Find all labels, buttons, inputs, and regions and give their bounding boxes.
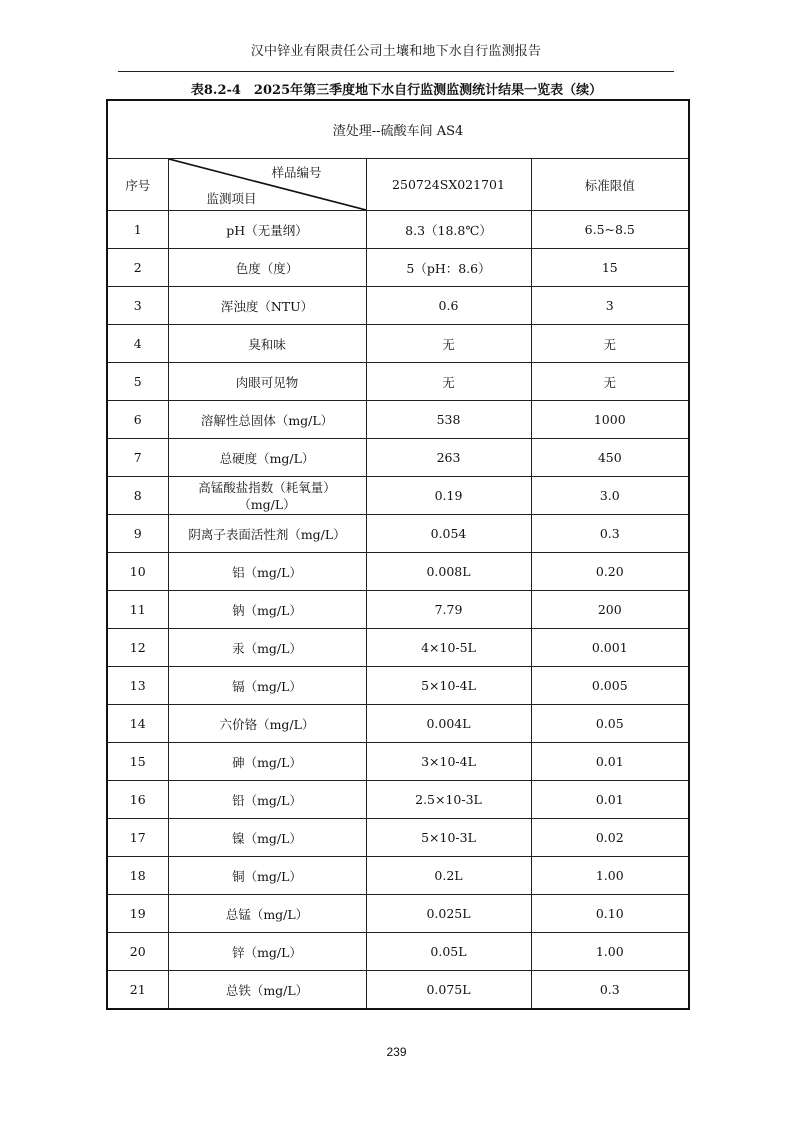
row-limit: 0.3 [531,515,689,553]
row-item: 镍（mg/L） [168,819,366,857]
sample-id-label: 样品编号 [271,165,322,180]
table-row [107,971,689,1010]
row-limit: 6.5~8.5 [531,211,689,249]
row-item: 臭和味 [168,325,366,363]
sample-id-value: 250724SX021701 [392,177,505,192]
row-number: 2 [107,249,168,287]
table-row [107,781,689,819]
row-number: 9 [107,515,168,553]
row-limit: 200 [531,591,689,629]
table-row [107,553,689,591]
row-item: 铜（mg/L） [168,857,366,895]
diagonal-line [169,159,366,210]
row-limit: 450 [531,439,689,477]
row-value: 无 [366,363,531,401]
row-value: 0.6 [366,287,531,325]
table-row [107,705,689,743]
table-row [107,743,689,781]
seq-header [107,159,168,211]
row-value: 无 [366,325,531,363]
row-item: 浑浊度（NTU） [168,287,366,325]
row-number: 10 [107,553,168,591]
row-item [168,477,366,515]
seq-header-label: 序号 [125,177,151,193]
row-number: 11 [107,591,168,629]
row-limit: 3.0 [531,477,689,515]
row-value: 5（pH：8.6） [366,249,531,287]
row-item: 色度（度） [168,249,366,287]
row-value: 538 [366,401,531,439]
row-number: 12 [107,629,168,667]
table-title: 表8.2-4 2025年第三季度地下水自行监测监测统计结果一览表（续） [190,83,603,98]
table-row [107,819,689,857]
row-number: 19 [107,895,168,933]
row-number: 6 [107,401,168,439]
row-value: 0.054 [366,515,531,553]
row-limit: 0.05 [531,705,689,743]
row-number: 7 [107,439,168,477]
row-item: 砷（mg/L） [168,743,366,781]
table-row [107,211,689,249]
row-limit: 0.01 [531,743,689,781]
table-row [107,895,689,933]
table-row [107,933,689,971]
row-value: 0.2L [366,857,531,895]
row-item: 钠（mg/L） [168,591,366,629]
row-number: 14 [107,705,168,743]
row-limit: 无 [531,325,689,363]
limit-header [531,159,689,211]
row-item-line2: （mg/L） [238,496,296,512]
row-item: 锌（mg/L） [168,933,366,971]
row-item: 六价铬（mg/L） [168,705,366,743]
row-number: 16 [107,781,168,819]
row-number: 1 [107,211,168,249]
row-number: 18 [107,857,168,895]
row-value: 0.008L [366,553,531,591]
row-number: 5 [107,363,168,401]
row-item: 铅（mg/L） [168,781,366,819]
table-row [107,477,689,515]
row-item: 总铁（mg/L） [168,971,366,1010]
table-row [107,325,689,363]
row-value: 0.19 [366,477,531,515]
row-number: 21 [107,971,168,1010]
row-limit: 15 [531,249,689,287]
row-value: 4×10-5L [366,629,531,667]
row-limit: 0.3 [531,971,689,1010]
row-item: pH（无量纲） [168,211,366,249]
row-limit: 0.20 [531,553,689,591]
table-row [107,401,689,439]
header-rule [118,71,674,72]
header-row [107,159,689,211]
page-number: 239 [386,1045,407,1059]
monitoring-results-table [106,99,690,1010]
table-row [107,363,689,401]
row-limit: 1000 [531,401,689,439]
row-value: 0.004L [366,705,531,743]
row-value: 8.3（18.8℃） [366,211,531,249]
row-limit: 1.00 [531,933,689,971]
sample-id-header [366,159,531,211]
row-value: 7.79 [366,591,531,629]
row-item: 铝（mg/L） [168,553,366,591]
row-item-line1: 高锰酸盐指数（耗氧量） [198,479,336,495]
row-value: 0.025L [366,895,531,933]
table-row [107,287,689,325]
row-number: 8 [107,477,168,515]
row-number: 13 [107,667,168,705]
row-limit: 3 [531,287,689,325]
monitoring-item-label: 监测项目 [206,191,257,206]
location-row [107,100,689,159]
row-number: 17 [107,819,168,857]
row-limit: 无 [531,363,689,401]
row-item: 肉眼可见物 [168,363,366,401]
row-item: 总硬度（mg/L） [168,439,366,477]
row-item: 溶解性总固体（mg/L） [168,401,366,439]
table-row [107,515,689,553]
table-row [107,249,689,287]
row-number: 20 [107,933,168,971]
table-row [107,857,689,895]
row-limit: 0.001 [531,629,689,667]
limit-header-label: 标准限值 [584,177,635,193]
row-value: 5×10-3L [366,819,531,857]
row-value: 3×10-4L [366,743,531,781]
diagonal-header-cell [168,159,366,211]
row-item: 总锰（mg/L） [168,895,366,933]
row-number: 15 [107,743,168,781]
row-limit: 0.10 [531,895,689,933]
row-item: 阴离子表面活性剂（mg/L） [168,515,366,553]
row-value: 0.05L [366,933,531,971]
location-cell: 渣处理--硫酸车间 AS4 [107,100,689,159]
row-limit: 0.02 [531,819,689,857]
row-limit: 0.005 [531,667,689,705]
table-row [107,629,689,667]
row-limit: 0.01 [531,781,689,819]
row-value: 2.5×10-3L [366,781,531,819]
row-item: 汞（mg/L） [168,629,366,667]
row-limit: 1.00 [531,857,689,895]
row-value: 5×10-4L [366,667,531,705]
running-header: 汉中锌业有限责任公司土壤和地下水自行监测报告 [250,44,542,59]
row-number: 3 [107,287,168,325]
table-row [107,591,689,629]
row-item: 镉（mg/L） [168,667,366,705]
row-number: 4 [107,325,168,363]
table-row [107,439,689,477]
row-value: 0.075L [366,971,531,1010]
row-value: 263 [366,439,531,477]
table-row [107,667,689,705]
